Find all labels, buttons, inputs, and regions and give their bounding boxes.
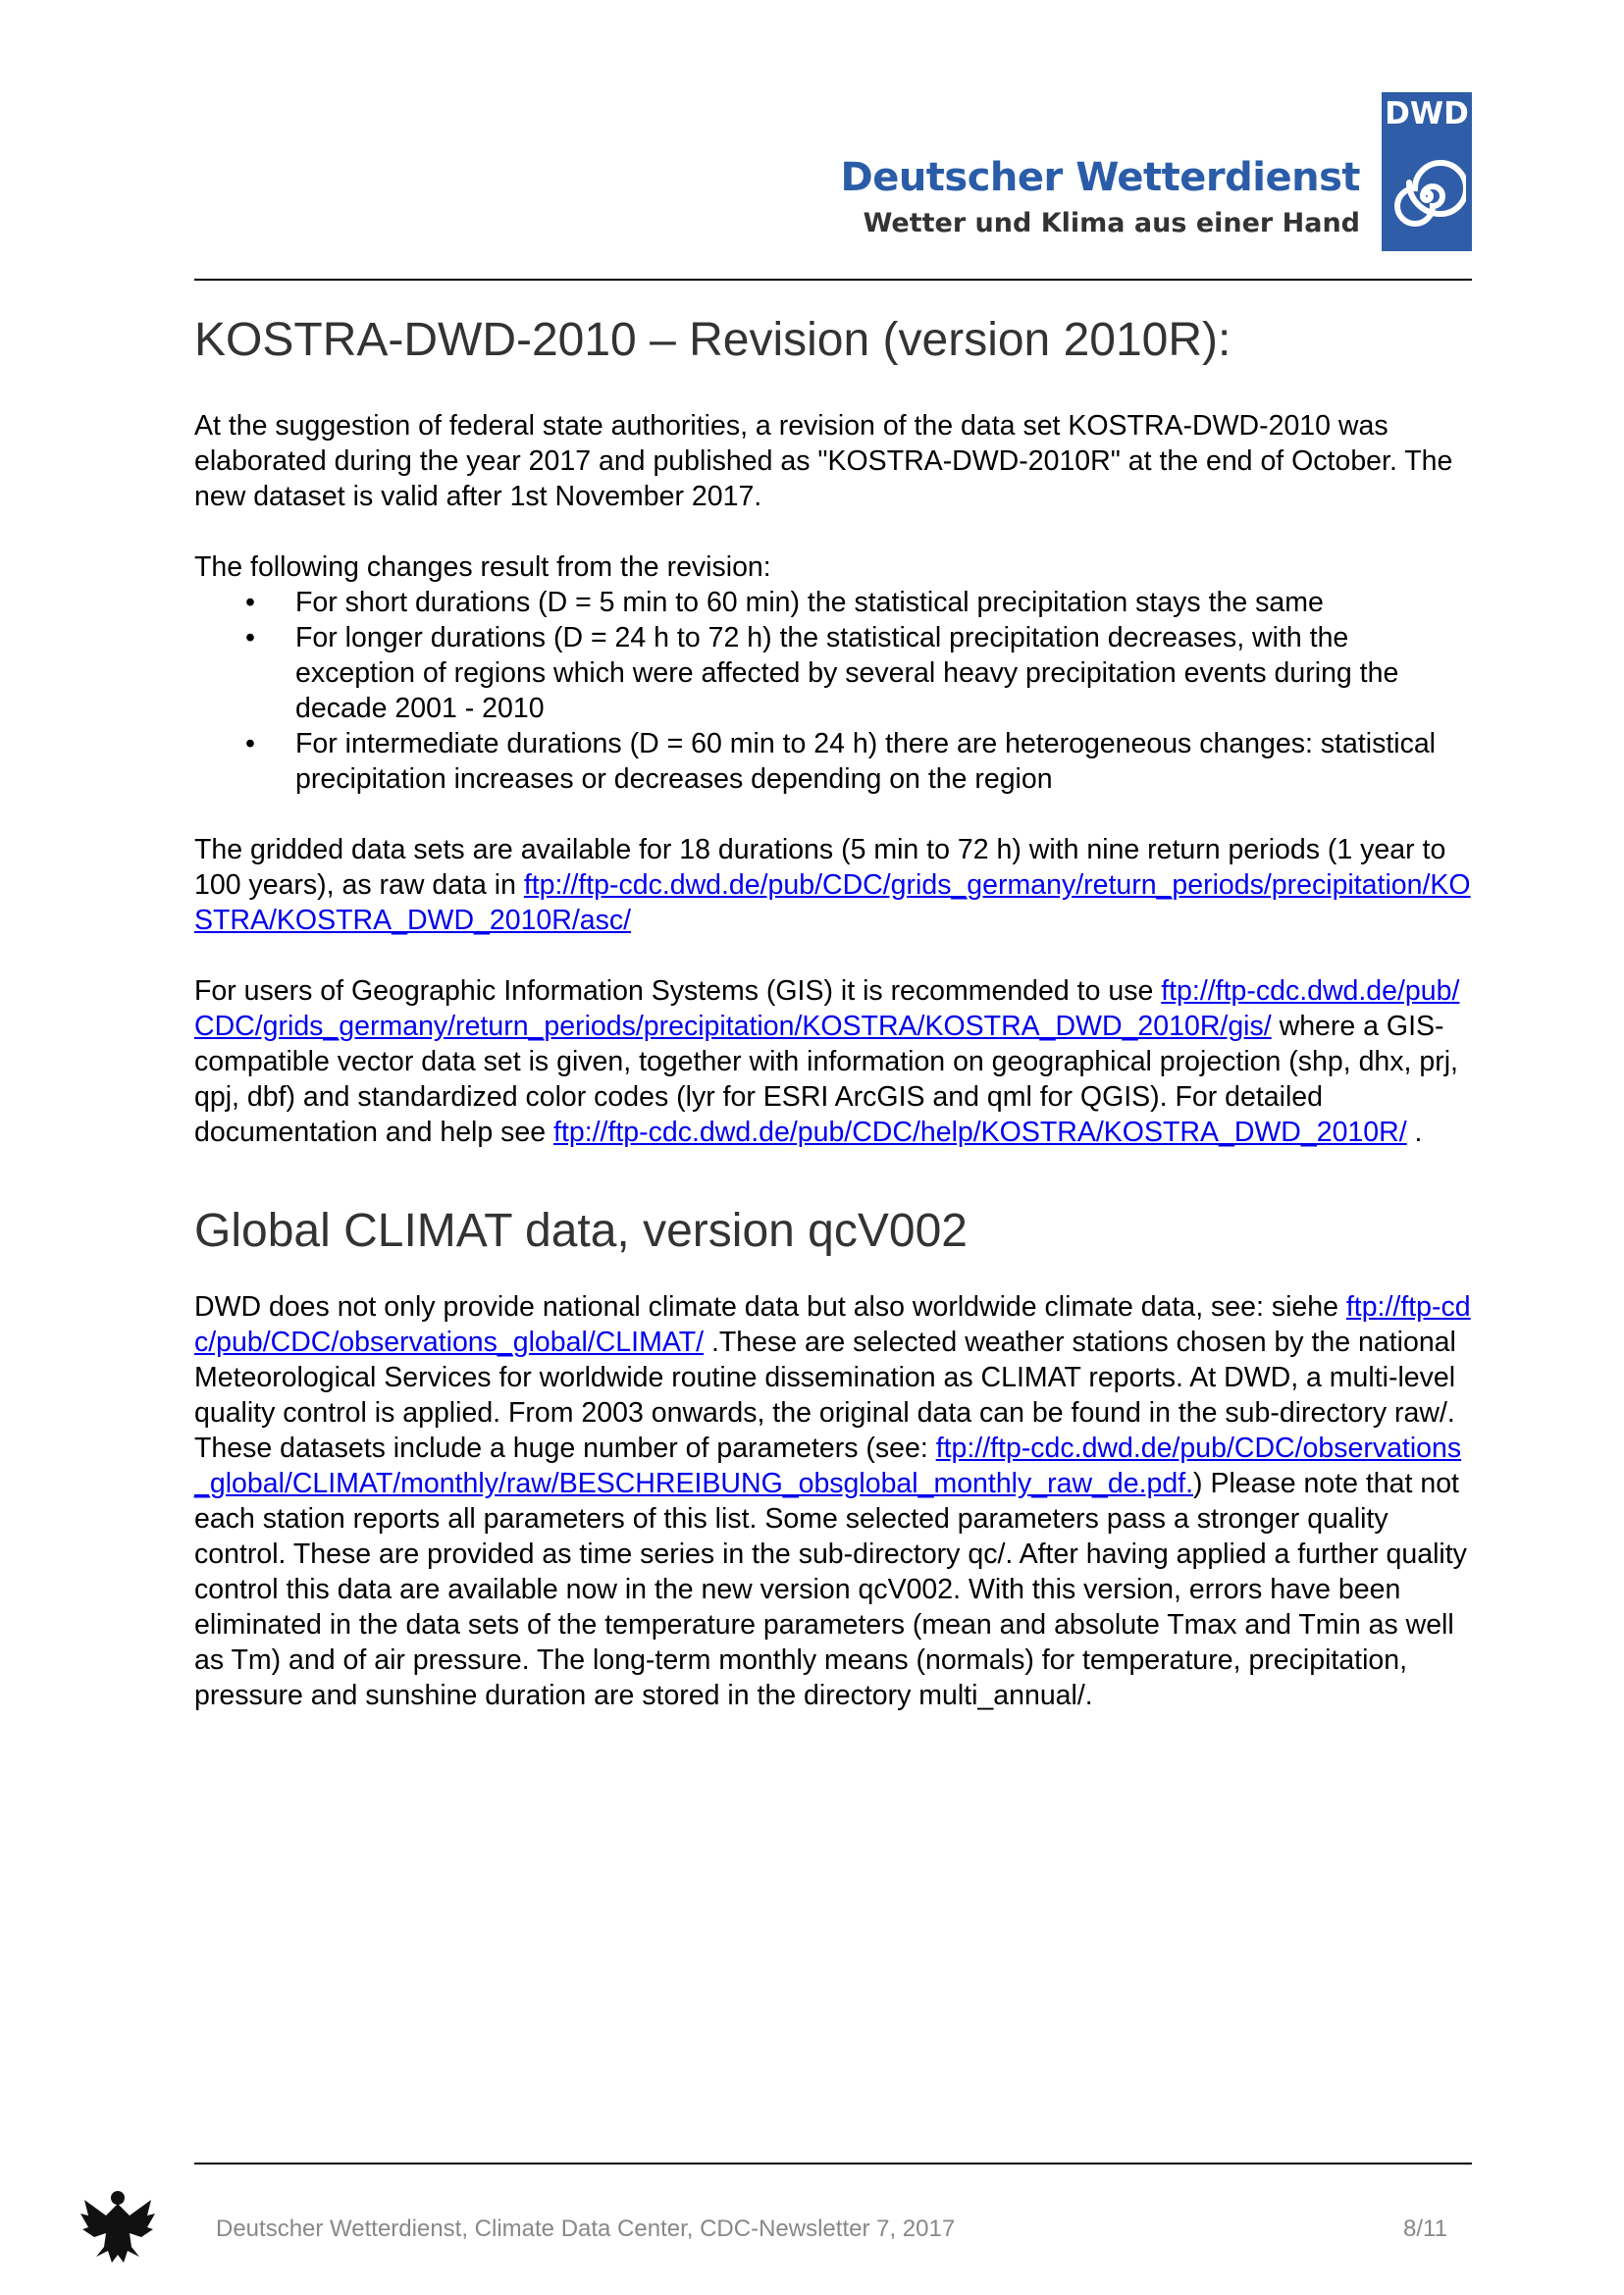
list-item: • For longer durations (D = 24 h to 72 h) the statistical precipitation decreases, with the exception of regions which were affected by several heavy precipitation events during the decade 2001 - 2010: [245, 622, 1399, 724]
logo-text: DWD: [1385, 96, 1469, 131]
dwd-logo: [1382, 92, 1472, 251]
footer-text: Deutscher Wetterdienst, Climate Data Center, CDC-Newsletter 7, 2017: [216, 2216, 956, 2242]
page-header: [0, 0, 1624, 285]
kostra-gis-paragraph: For users of Geographic Information Systems (GIS) it is recommended to use ftp://ftp-cdc.dwd.de/pub/CDC/grids_germany/return_periods/precipitation/KOSTRA/KOSTRA_DWD_2010R/gis/ where a GIS- compatible vector data set is given, together with information on geographical projection (shp, dhx, prj, qpj, dbf) and standardized color codes (lyr for ESRI ArcGIS and qml for QGIS). For detailed documentation and help see ftp://ftp-cdc.dwd.de/pub/CDC/help/KOSTRA/KOSTRA_DWD_2010R/ .: [194, 975, 1460, 1148]
main-content: [194, 310, 1472, 1713]
changes-list: [194, 585, 1472, 797]
bullet-icon: •: [245, 587, 255, 618]
header-rule: [194, 279, 1472, 281]
kostra-grid-paragraph: The gridded data sets are available for 18 durations (5 min to 72 h) with nine return periods (1 year to 100 years), as raw data in ftp://ftp-cdc.dwd.de/pub/CDC/grids_germany/return_periods/precipitation/KOSTRA/KOSTRA_DWD_2010R/asc/: [194, 834, 1471, 936]
federal-eagle-icon: [77, 2186, 159, 2267]
footer-rule: [194, 2163, 1472, 2165]
org-name: Deutscher Wetterdienst: [840, 155, 1360, 200]
section-title-kostra: KOSTRA-DWD-2010 – Revision (version 2010R):: [194, 314, 1231, 366]
changes-lead: The following changes result from the revision:: [194, 551, 771, 583]
climat-description-link[interactable]: ftp://ftp-cdc.dwd.de/pub/CDC/observations_global/CLIMAT/monthly/raw/BESCHREIBUNG_obsglobal_monthly_raw_de.pdf.: [194, 1433, 1462, 1499]
kostra-intro: At the suggestion of federal state authorities, a revision of the data set KOSTRA-DWD-2010 was elaborated during the year 2017 and published as "KOSTRA-DWD-2010R" at the end of October. The new dataset is valid after 1st November 2017.: [194, 410, 1453, 512]
climat-link[interactable]: ftp://ftp-cdc/pub/CDC/observations_global/CLIMAT/: [194, 1291, 1471, 1358]
section-title-climat: Global CLIMAT data, version qcV002: [194, 1205, 968, 1257]
bullet-icon: •: [245, 728, 255, 759]
kostra-help-link[interactable]: ftp://ftp-cdc.dwd.de/pub/CDC/help/KOSTRA/KOSTRA_DWD_2010R/: [553, 1117, 1407, 1148]
climat-paragraph: DWD does not only provide national climate data but also worldwide climate data, see: siehe ftp://ftp-cdc/pub/CDC/observations_global/CLIMAT/ .These are selected weather stations chosen by the national Meteorological Services for worldwide routine dissemination as CLIMAT reports. At DWD, a multi-level quality control is applied. From 2003 onwards, the original data can be found in the sub-directory raw/. These datasets include a huge number of parameters (see: ftp://ftp-cdc.dwd.de/pub/CDC/observations_global/CLIMAT/monthly/raw/BESCHREIBUNG_obsglobal_monthly_raw_de.pdf.) Please note that not each station reports all parameters of this list. Some selected parameters pass a stronger quality control. These are provided as time series in the sub-directory qc/. After having applied a further quality control this data are available now in the new version qcV002. With this version, errors have been eliminated in the data sets of the temperature parameters (mean and absolute Tmax and Tmin as well as Tm) and of air pressure. The long-term monthly means (normals) for temperature, precipitation, pressure and sunshine duration are stored in the directory multi_annual/.: [194, 1291, 1471, 1711]
list-item: • For short durations (D = 5 min to 60 min) the statistical precipitation stays the same: [245, 587, 1324, 618]
page-number: 8/11: [1403, 2216, 1447, 2242]
bullet-icon: •: [245, 622, 255, 653]
spiral-icon: [1388, 149, 1466, 243]
kostra-asc-link[interactable]: ftp://ftp-cdc.dwd.de/pub/CDC/grids_germany/return_periods/precipitation/KOSTRA/KOSTRA_DWD_2010R/asc/: [194, 869, 1471, 936]
kostra-gis-link[interactable]: ftp://ftp-cdc.dwd.de/pub/CDC/grids_germany/return_periods/precipitation/KOSTRA/KOSTRA_DWD_2010R/gis/: [194, 975, 1460, 1042]
list-item: • For intermediate durations (D = 60 min to 24 h) there are heterogeneous changes: statistical precipitation increases or decreases depending on the region: [245, 728, 1437, 795]
org-slogan: Wetter und Klima aus einer Hand: [863, 208, 1360, 238]
